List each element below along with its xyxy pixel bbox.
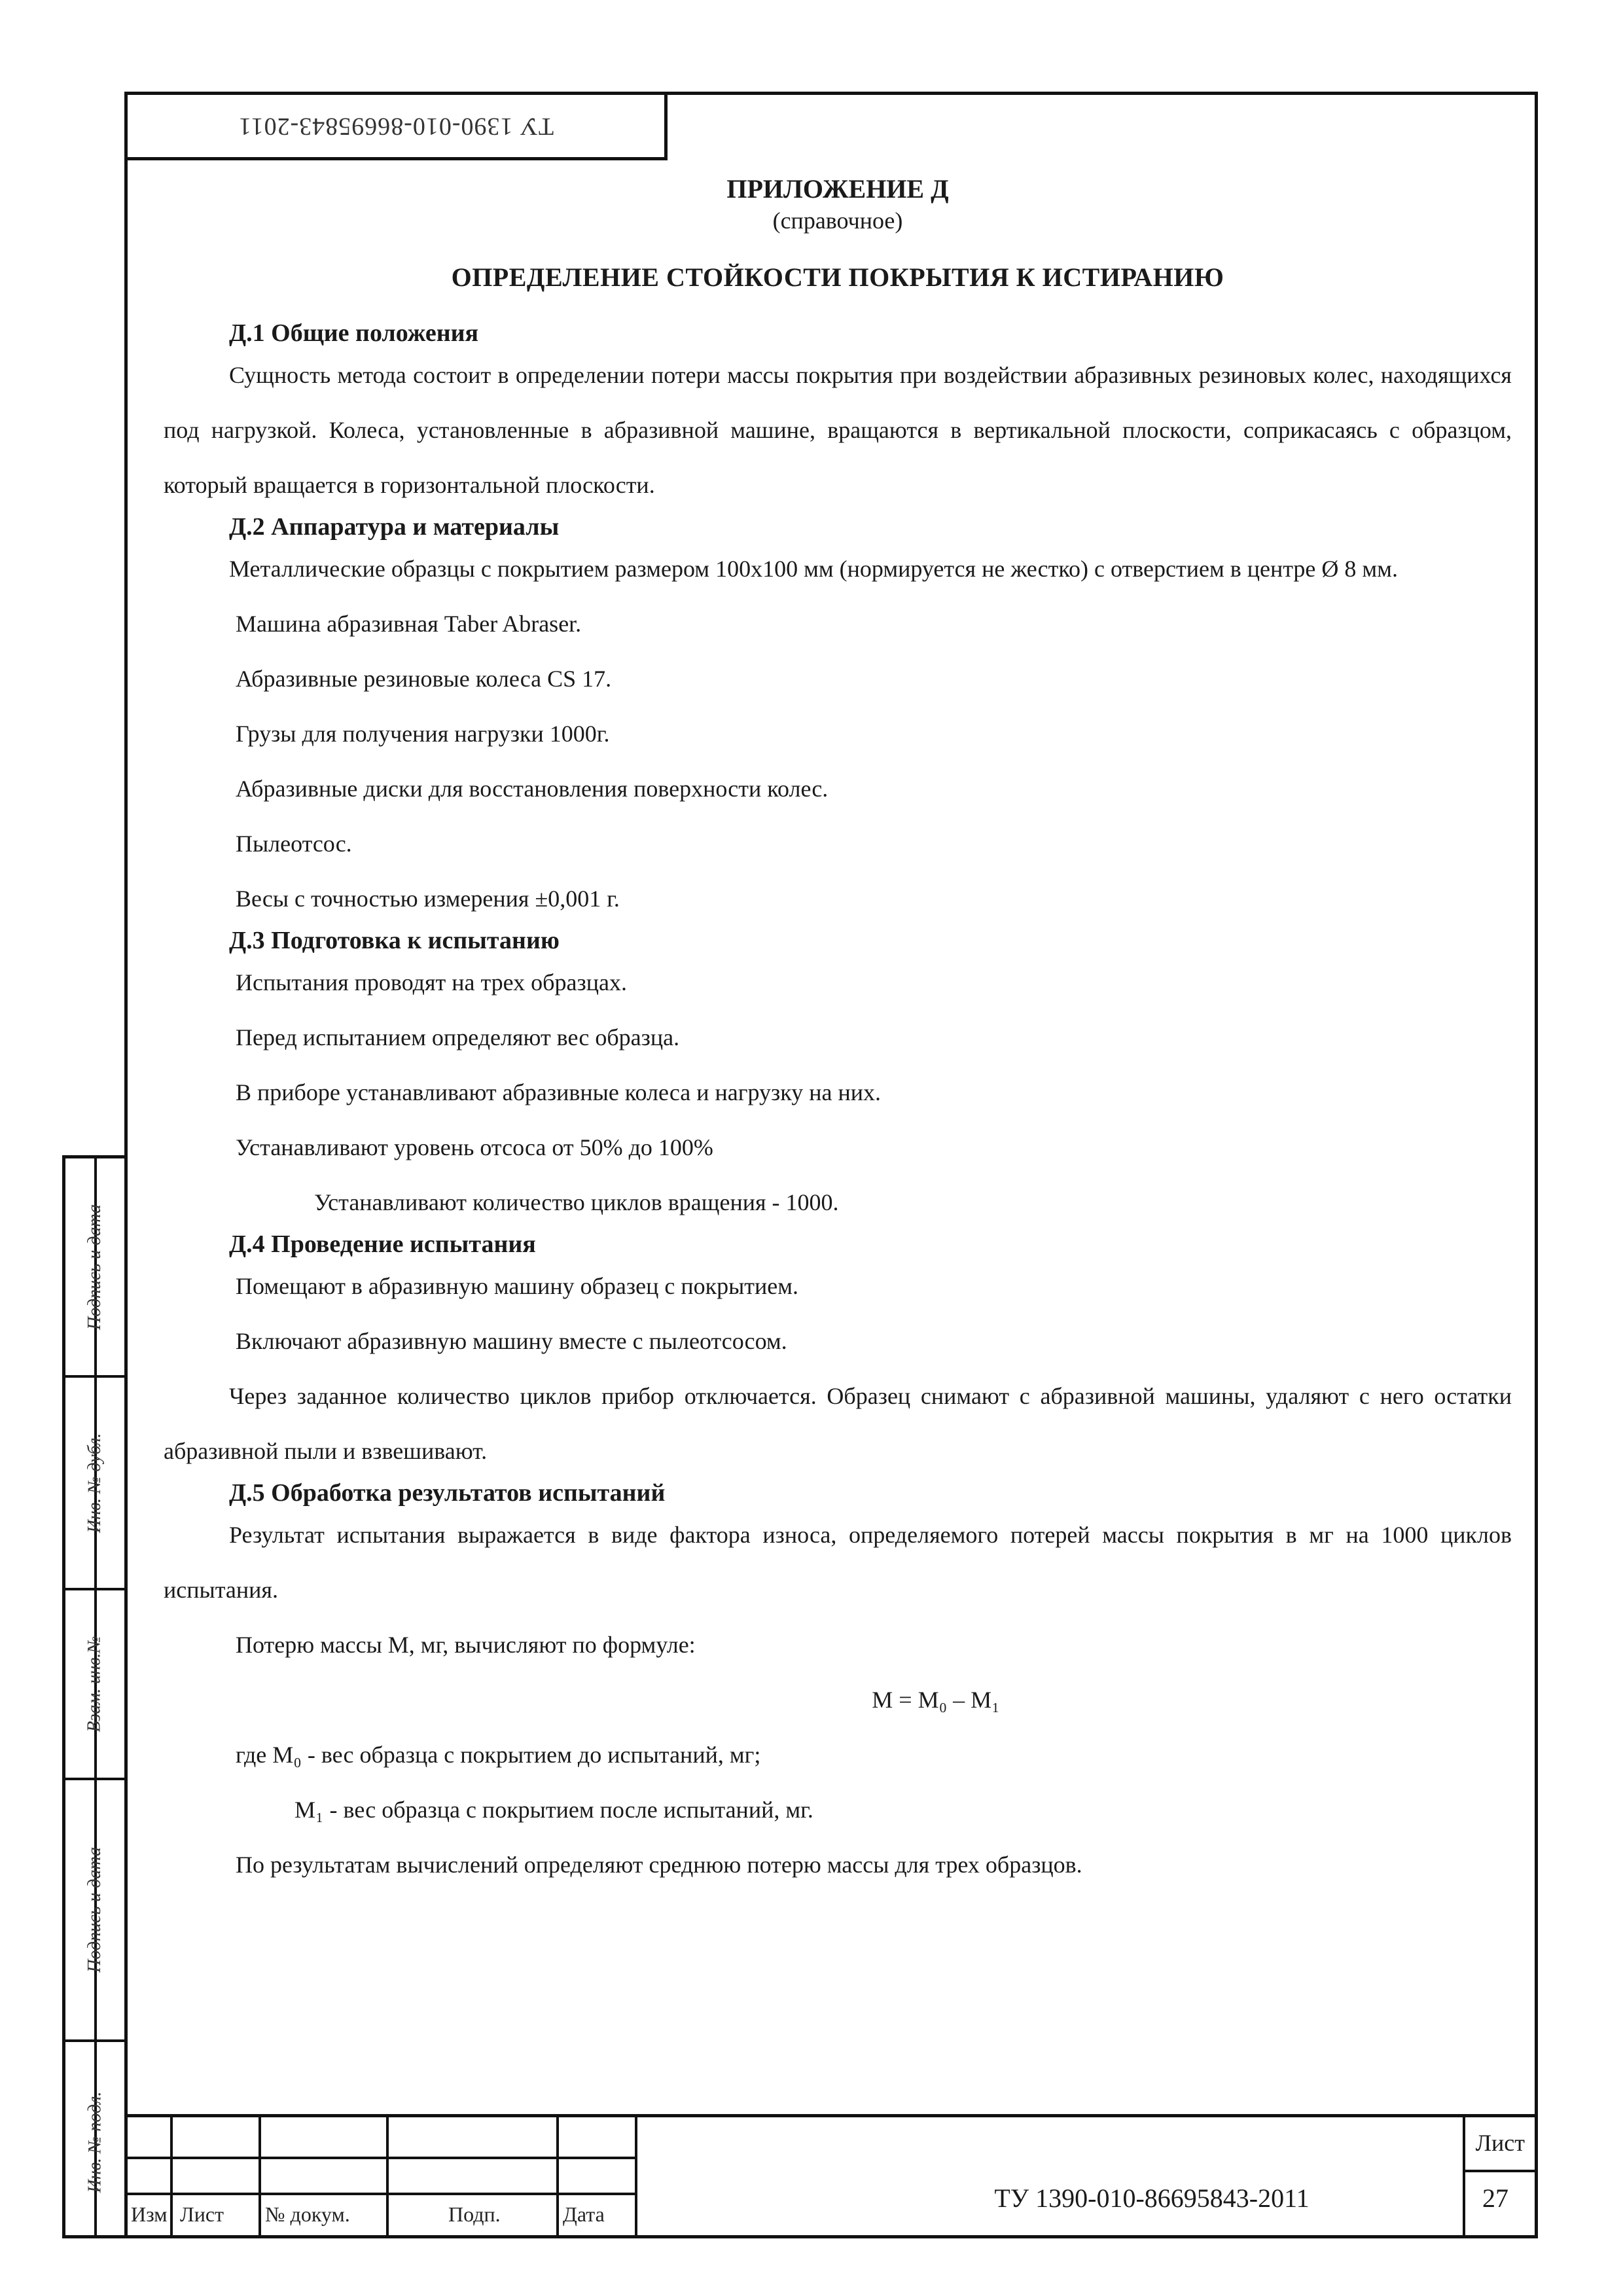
list-item: В приборе устанавливают абразивные колеса и нагрузку на них. <box>236 1079 882 1105</box>
stamp-col-izm: Изм <box>131 2202 168 2226</box>
stamp-col-line <box>170 2117 173 2238</box>
sidebar-label: Подпись и дата <box>84 1204 105 1330</box>
stamp-col-list: Лист <box>180 2202 224 2226</box>
stamp-col-line <box>635 2117 637 2238</box>
paragraph: Результат испытания выражается в виде фактора износа, определяемого потерей массы покрытия в мг на 1000 циклов испытания. <box>164 1522 1512 1603</box>
sidebar-signature-date-1 <box>65 1158 124 1378</box>
list-item: Потерю массы М, мг, вычисляют по формуле: <box>236 1632 696 1658</box>
section-heading: Д.1 Общие положения <box>229 319 479 347</box>
list-item: Машина абразивная Taber Abraser. <box>236 611 582 637</box>
stamp-col-line <box>259 2117 261 2238</box>
stamp-doc-code: ТУ 1390-010-86695843-2011 <box>994 2183 1310 2213</box>
stamp-col-line <box>556 2117 559 2238</box>
paragraph: Сущность метода состоит в определении потери массы покрытия при воздействии абразивных резиновых колес, находящихся под нагрузкой. Колеса, установленные в абразивной машине, вращаются в вертикальной плоскости, соприкасаясь с образцом, который вращается в горизонтальной плоскости. <box>164 362 1512 498</box>
list-item: Перед испытанием определяют вес образца. <box>236 1024 680 1050</box>
stamp-col-doc: № докум. <box>265 2202 350 2226</box>
list-item: где М₀ - вес образца с покрытием до испытаний, мг; <box>236 1742 761 1768</box>
list-item: Включают абразивную машину вместе с пылеотсосом. <box>236 1328 787 1354</box>
rotated-doc-code-box <box>124 92 668 160</box>
list-item: Устанавливают количество циклов вращения - 1000. <box>314 1189 839 1215</box>
list-item: Испытания проводят на трех образцах. <box>236 969 627 996</box>
sidebar-label: Подпись и дата <box>84 1847 105 1973</box>
stamp-sheet-number: 27 <box>1482 2183 1508 2213</box>
list-item: Абразивные резиновые колеса CS 17. <box>236 666 612 692</box>
appendix-type: (справочное) <box>772 207 903 234</box>
list-item: Устанавливают уровень отсоса от 50% до 100% <box>236 1134 713 1160</box>
section-heading: Д.5 Обработка результатов испытаний <box>229 1479 666 1507</box>
main-title: ОПРЕДЕЛЕНИЕ СТОЙКОСТИ ПОКРЫТИЯ К ИСТИРАНИЮ <box>451 262 1224 292</box>
left-margin-sidebar <box>62 1155 124 2238</box>
section-heading: Д.2 Аппаратура и материалы <box>229 513 560 541</box>
stamp-col-line <box>1463 2117 1465 2238</box>
stamp-col-sign: Подп. <box>448 2202 501 2226</box>
stamp-col-date: Дата <box>563 2202 605 2226</box>
list-item: М₁ - вес образца с покрытием после испытаний, мг. <box>294 1797 813 1823</box>
section-heading: Д.4 Проведение испытания <box>229 1230 536 1258</box>
rotated-doc-code: ТУ 1390-010-86695843-2011 <box>238 112 554 140</box>
sidebar-label: Инв. № дубл. <box>84 1433 105 1533</box>
sidebar-label: Взам. инв.№ <box>84 1636 105 1732</box>
section-heading: Д.3 Подготовка к испытанию <box>229 927 560 954</box>
sidebar-dup-inv <box>65 1378 124 1590</box>
list-item: Абразивные диски для восстановления поверхности колес. <box>236 776 829 802</box>
sidebar-orig-inv <box>65 2042 124 2242</box>
title-block <box>124 2114 1538 2238</box>
paragraph: Металлические образцы с покрытием размером 100х100 мм (нормируется не жестко) с отверстием в центре Ø 8 мм. <box>229 556 1398 582</box>
sidebar-label: Инв. № подл. <box>84 2091 105 2193</box>
appendix-title: ПРИЛОЖЕНИЕ Д <box>726 174 949 204</box>
list-item: Пылеотсос. <box>236 831 352 857</box>
list-item: Весы с точностью измерения ±0,001 г. <box>236 886 620 912</box>
list-item: По результатам вычислений определяют среднюю потерю массы для трех образцов. <box>236 1852 1082 1878</box>
document-body <box>164 173 1512 1892</box>
sidebar-replace-inv <box>65 1590 124 1780</box>
list-item: Грузы для получения нагрузки 1000г. <box>236 721 610 747</box>
stamp-sheet-label: Лист <box>1475 2130 1525 2156</box>
list-item: Помещают в абразивную машину образец с покрытием. <box>236 1273 799 1299</box>
stamp-col-line <box>386 2117 389 2238</box>
sidebar-signature-date-2 <box>65 1780 124 2042</box>
formula: М = М₀ – М₁ <box>872 1687 1000 1713</box>
stamp-row-line <box>1463 2170 1538 2172</box>
paragraph: Через заданное количество циклов прибор отключается. Образец снимают с абразивной машины, удаляют с него остатки абразивной пыли и взвешивают. <box>164 1383 1512 1464</box>
